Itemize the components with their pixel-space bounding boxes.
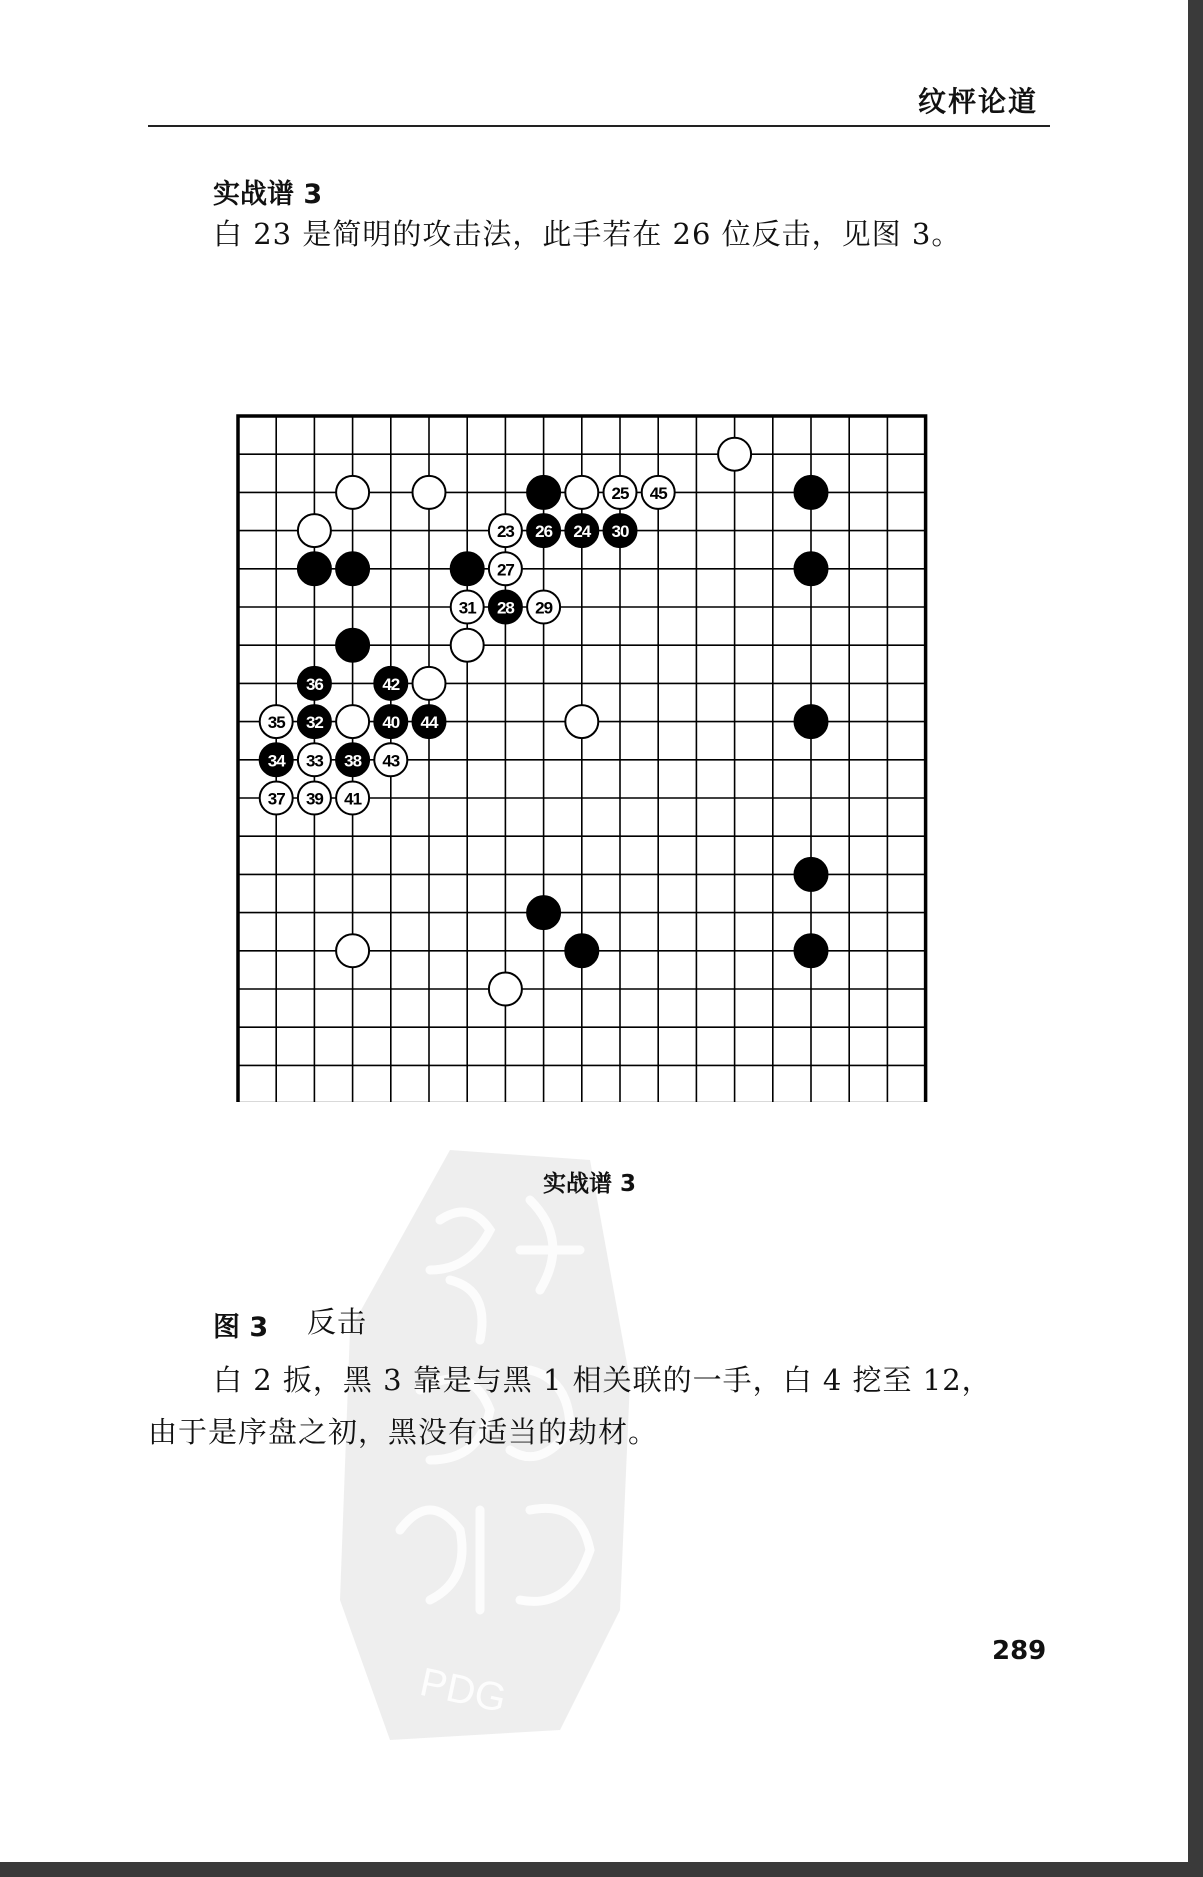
white-stone (489, 973, 522, 1006)
move-number: 26 (535, 522, 553, 542)
white-stone (718, 438, 751, 471)
move-number: 23 (496, 522, 514, 542)
white-stone (489, 514, 522, 547)
seal-watermark-text: PDG (416, 1660, 511, 1722)
white-stone (336, 476, 369, 509)
move-number: 25 (611, 483, 629, 503)
move-number: 24 (573, 522, 591, 542)
black-stone-disc (527, 896, 560, 929)
white-stone (489, 552, 522, 585)
black-stone (565, 934, 598, 967)
black-stone (527, 476, 560, 509)
white-stone-disc (451, 629, 484, 662)
figure-heading-sub: 反击 (307, 1305, 368, 1339)
move-number: 28 (496, 598, 514, 618)
white-stone-disc (718, 438, 751, 471)
black-stone-disc (451, 552, 484, 585)
move-number: 27 (496, 560, 514, 580)
move-number: 30 (611, 522, 629, 542)
running-header-title: 纹枰论道 (918, 85, 1039, 118)
figure-text-line-1: 白 2 扳，黑 3 靠是与黑 1 相关联的一手，白 4 挖至 12， (213, 1363, 992, 1397)
white-stone (336, 705, 369, 738)
white-stone (298, 514, 331, 547)
black-stone (451, 552, 484, 585)
black-stone-disc (527, 476, 560, 509)
black-stone-disc (795, 705, 828, 738)
white-stone-disc (336, 476, 369, 509)
white-stone (413, 667, 446, 700)
white-stone (527, 591, 560, 624)
white-stone (413, 476, 446, 509)
white-stone (451, 629, 484, 662)
black-stone (336, 552, 369, 585)
move-number: 42 (382, 674, 400, 694)
black-stone (565, 514, 598, 547)
white-stone (336, 934, 369, 967)
black-stone-disc (795, 552, 828, 585)
white-stone-disc (413, 476, 446, 509)
white-stone (260, 705, 293, 738)
black-stone (298, 552, 331, 585)
black-stone-disc (565, 934, 598, 967)
white-stone-disc (565, 705, 598, 738)
move-number: 39 (305, 789, 323, 809)
section-heading: 实战谱 3 (213, 179, 323, 210)
black-stone (527, 896, 560, 929)
move-number: 35 (267, 713, 285, 733)
black-stone (298, 667, 331, 700)
white-stone (374, 743, 407, 776)
black-stone-disc (795, 858, 828, 891)
black-stone (795, 858, 828, 891)
black-stone (604, 514, 637, 547)
white-stone (565, 705, 598, 738)
white-stone-disc (298, 514, 331, 547)
black-stone (374, 705, 407, 738)
move-number: 45 (649, 483, 667, 503)
white-stone (451, 591, 484, 624)
move-number: 40 (382, 713, 400, 733)
black-stone (795, 934, 828, 967)
black-stone (336, 743, 369, 776)
black-stone (413, 705, 446, 738)
header-divider (148, 125, 1050, 127)
move-number: 34 (267, 751, 285, 771)
white-stone-disc (336, 705, 369, 738)
black-stone-disc (336, 629, 369, 662)
black-stone (298, 705, 331, 738)
figure-caption: 实战谱 3 (543, 1171, 637, 1197)
move-number: 36 (305, 674, 323, 694)
white-stone (642, 476, 675, 509)
black-stone (489, 591, 522, 624)
black-stone (795, 705, 828, 738)
black-stone (260, 743, 293, 776)
move-number: 31 (458, 598, 476, 618)
white-stone (298, 782, 331, 815)
black-stone (374, 667, 407, 700)
page-number: 289 (992, 1636, 1047, 1666)
white-stone (604, 476, 637, 509)
move-number: 41 (344, 789, 362, 809)
section-paragraph: 白 23 是简明的攻击法，此手若在 26 位反击，见图 3。 (213, 217, 962, 251)
move-number: 32 (305, 713, 323, 733)
move-number: 33 (305, 751, 323, 771)
go-board (234, 412, 954, 1102)
white-stone (260, 782, 293, 815)
viewer-frame-bottom (0, 1862, 1203, 1877)
move-number: 37 (267, 789, 285, 809)
black-stone (795, 552, 828, 585)
figure-heading: 图 3 (213, 1312, 269, 1343)
black-stone-disc (795, 476, 828, 509)
move-number: 38 (344, 751, 362, 771)
white-stone-disc (413, 667, 446, 700)
move-number: 29 (535, 598, 553, 618)
white-stone (565, 476, 598, 509)
white-stone (298, 743, 331, 776)
black-stone-disc (336, 552, 369, 585)
white-stone-disc (565, 476, 598, 509)
black-stone (795, 476, 828, 509)
black-stone-disc (298, 552, 331, 585)
black-stone (336, 629, 369, 662)
white-stone (336, 782, 369, 815)
move-number: 43 (382, 751, 400, 771)
white-stone-disc (489, 973, 522, 1006)
move-number: 44 (420, 713, 438, 733)
white-stone-disc (336, 934, 369, 967)
viewer-frame-right (1188, 0, 1203, 1877)
black-stone (527, 514, 560, 547)
figure-text-line-2: 由于是序盘之初，黑没有适当的劫材。 (148, 1415, 659, 1449)
black-stone-disc (795, 934, 828, 967)
